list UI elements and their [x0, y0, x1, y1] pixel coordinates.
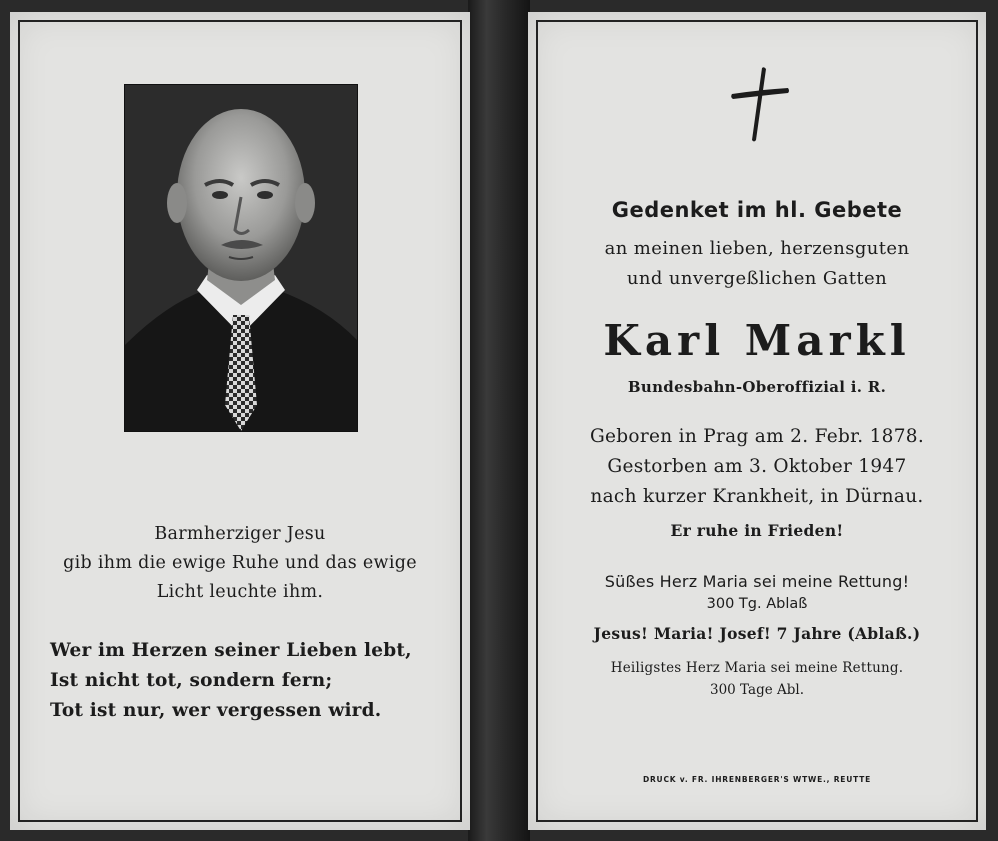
- printer-credit: DRUCK v. FR. IHRENBERGER'S WTWE., REUTTE: [642, 775, 872, 784]
- right-card: [528, 12, 986, 830]
- death-line: Gestorben am 3. Oktober 1947: [607, 456, 907, 477]
- card-fold: [468, 0, 530, 841]
- indulgence-line: 300 Tg. Ablaß: [706, 596, 808, 612]
- prayer-line: Heiligstes Herz Maria sei meine Rettung.: [610, 660, 904, 676]
- prayer-line: Jesus! Maria! Josef! 7 Jahre (Ablaß.): [593, 624, 921, 643]
- verse-line: Tot ist nur, wer vergessen wird.: [50, 700, 382, 721]
- portrait-illustration: [125, 85, 357, 431]
- verse-line: Barmherziger Jesu: [154, 524, 326, 544]
- cross-icon: [728, 64, 792, 144]
- birth-line: Geboren in Prag am 2. Febr. 1878.: [589, 426, 925, 447]
- left-card: [10, 12, 470, 830]
- subheading-line: und unvergeßlichen Gatten: [626, 268, 888, 289]
- deceased-title: Bundesbahn-Oberoffizial i. R.: [627, 378, 887, 396]
- prayer-line: Süßes Herz Maria sei meine Rettung!: [604, 572, 910, 591]
- indulgence-line: 300 Tage Abl.: [710, 682, 804, 698]
- verse-line: Wer im Herzen seiner Lieben lebt,: [50, 640, 412, 661]
- deceased-name: Karl Markl: [603, 316, 911, 365]
- verse-line: Ist nicht tot, sondern fern;: [50, 670, 333, 691]
- prayer-verse: [30, 520, 450, 607]
- memorial-verse: [50, 636, 450, 726]
- heading: Gedenket im hl. Gebete: [611, 198, 903, 222]
- subheading-line: an meinen lieben, herzensguten: [604, 238, 910, 259]
- verse-line: Licht leuchte ihm.: [156, 582, 324, 602]
- rest-in-peace: Er ruhe in Frieden!: [670, 521, 844, 540]
- verse-line: gib ihm die ewige Ruhe und das ewige: [63, 553, 417, 573]
- death-detail-line: nach kurzer Krankheit, in Dürnau.: [590, 486, 924, 507]
- portrait-photo: [124, 84, 358, 432]
